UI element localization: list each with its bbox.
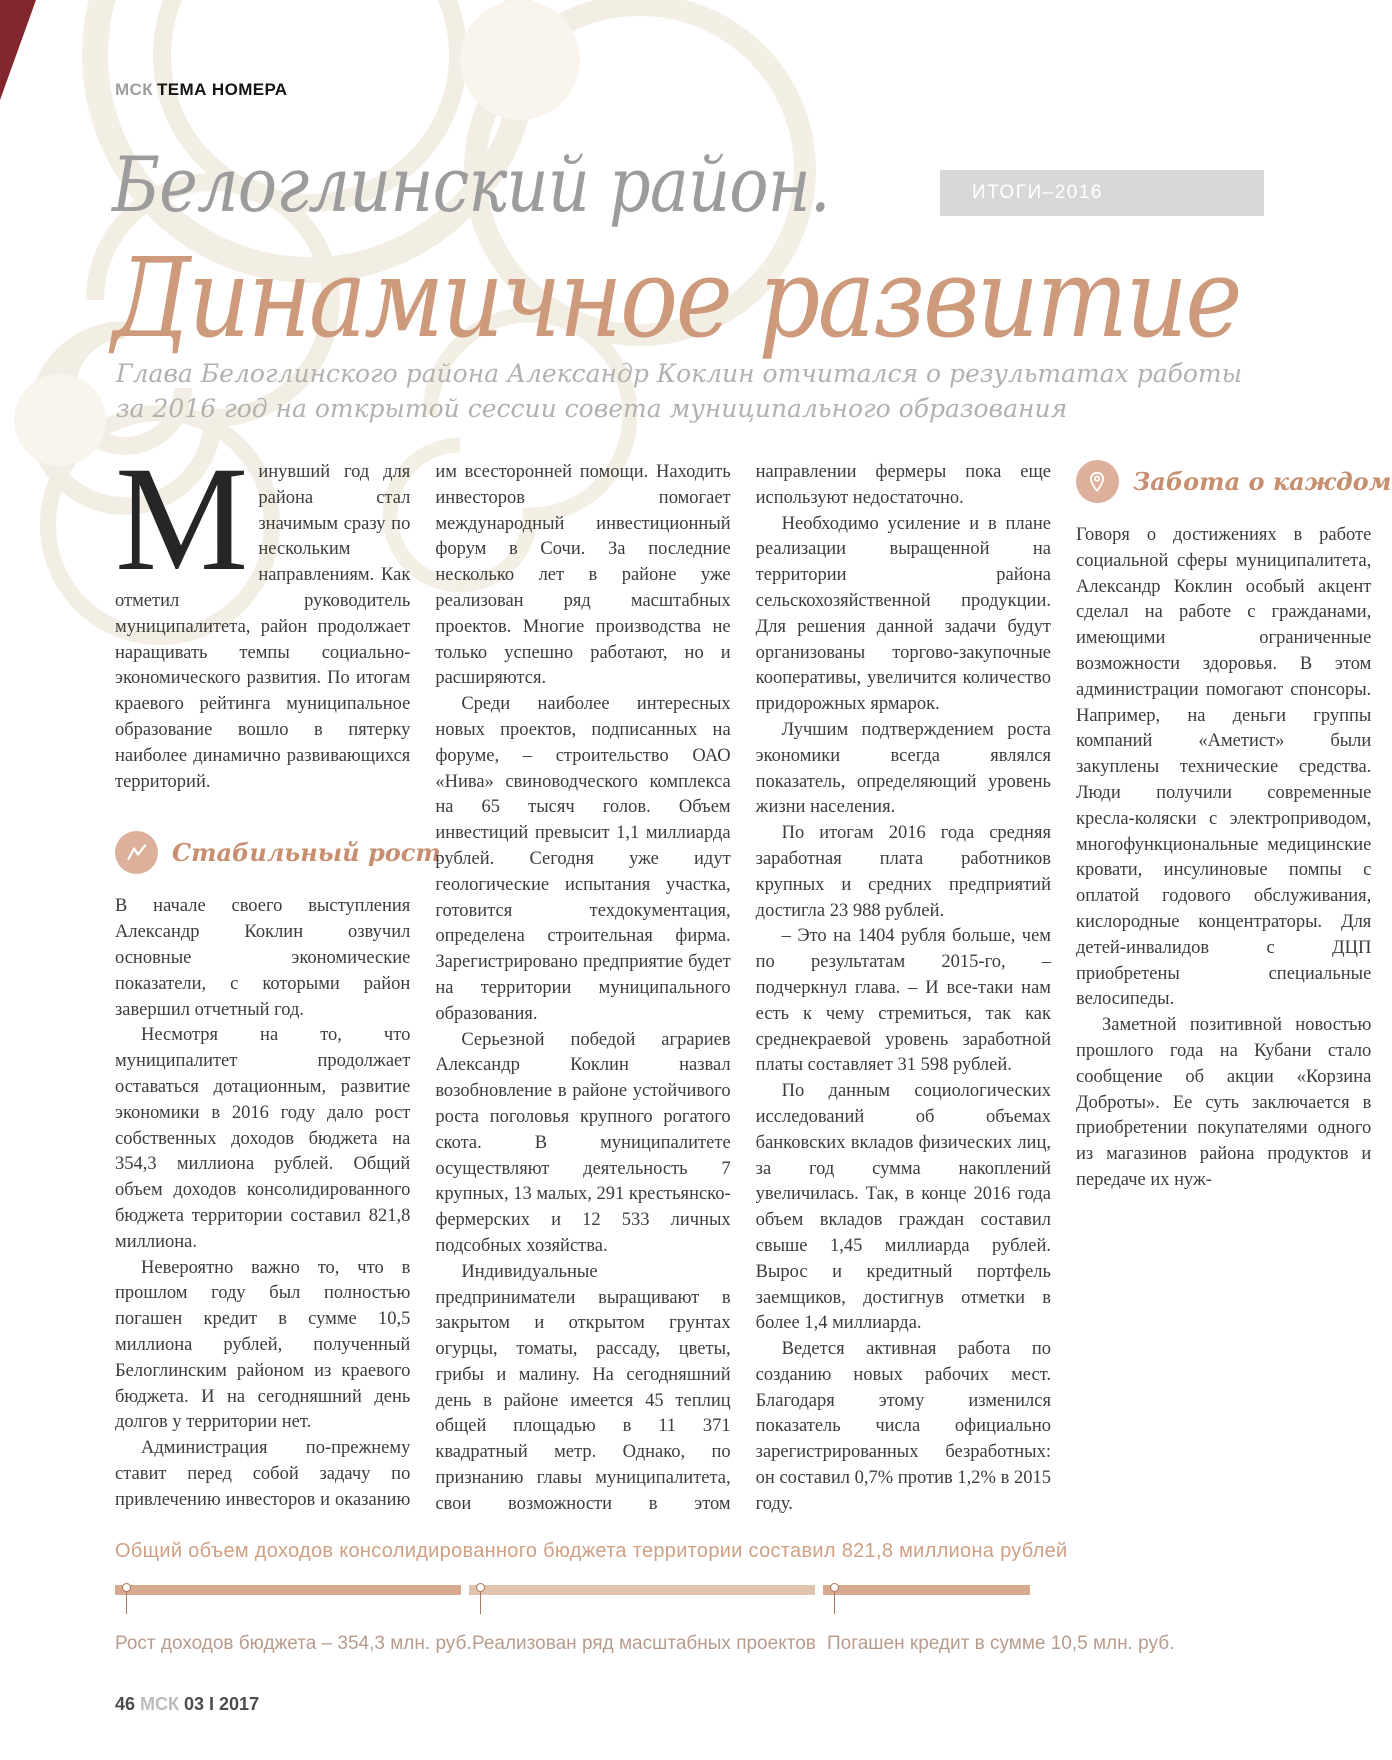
- body-paragraph: Заметной позитивной новостью прошлого года на Кубани стало сообщение об акции «Корзина Доброты». Ее суть заключается в приобретении покупателями одного из магазинов района продуктов и передаче их нуж-: [1075, 1015, 1372, 1190]
- subtitle-line2: за 2016 год на открытой сессии совета муниципального образования: [116, 394, 1068, 423]
- kicker-section: ТЕМА НОМЕРА: [157, 80, 288, 99]
- stat-labels-row: [115, 1633, 1175, 1659]
- body-paragraph: Невероятно важно то, что в прошлом году был полностью погашен кредит в сумме 10,5 миллиона рублей, полученный Белоглинским районом из краевого бюджета. И на сегодняшний день долгов у территории нет.: [115, 1257, 411, 1433]
- body-paragraph: По итогам 2016 года средняя заработная плата работников крупных и средних предприятий достигла 23 988 рублей.: [755, 823, 1051, 921]
- timeline-segment: [823, 1585, 1030, 1595]
- lead-paragraph: [115, 436, 411, 795]
- body-paragraph: По данным социологических исследований об объемах банковских вкладов физических лиц, за год сумма накоплений увеличилась. Так, в конце 2016 года объем вкладов граждан составил свыше 1,45 миллиарда рублей. Вырос и кредитный портфель заемщиков, достигнув отметки в более 1,4 миллиарда.: [755, 1081, 1051, 1334]
- body-paragraph: Среди наиболее интересных новых проектов, подписанных на форуме, – строительство ОАО «Нива» свиноводческого комплекса на 65 тысяч голов. Объем инвестиций превысит 1,1 миллиарда рублей. Сегодня уже идут геологические испытания участка, готовится техдокументация, определена строительная фирма. Зарегистрировано предприятие будет на территории муниципального образования.: [435, 694, 731, 1024]
- subtitle-line1: Глава Белоглинского района Александр Коклин отчитался о результатах работы: [116, 359, 1242, 388]
- body-paragraph: Необходимо усиление и в плане реализации выращенной на территории района сельскохозяйственной продукции. Для решения данной задачи будут организованы торгово-закупочные кооперативы, увеличится количество придорожных ярмарок.: [755, 513, 1051, 715]
- body-paragraph: Серьезной победой аграриев Александр Коклин назвал возобновление в районе устойчивого роста поголовья крупного рогатого скота. В муниципалитете осуществляют деятельность 7 крупных, 13 малых, 291 крестьянско-фермерских и 12 533 личных подсобных хозяйства.: [435, 1029, 731, 1256]
- timeline-marker: [830, 1583, 839, 1592]
- section-heading-stable-growth: [115, 831, 441, 874]
- marker-stem: [126, 1592, 127, 1614]
- marker-dot-icon: [476, 1583, 485, 1592]
- section-heading-care: [1076, 460, 1392, 503]
- growth-chart-icon: [115, 831, 158, 874]
- lead-text: инувший год для района стал значимым сразу по нескольким направлениям. Как отметил руководитель муниципалитета, район продолжает наращивать темпы социально-экономического развития. По итогам краевого рейтинга муниципальное образование вошло в пятерку наиболее динамично развивающихся территорий.: [115, 462, 411, 792]
- body-paragraph: Несмотря на то, что муниципалитет продолжает оставаться дотационным, развитие экономики в 2016 году дало рост собственных доходов бюджета на 354,3 миллиона рублей. Общий объем доходов консолидированного бюджета территории составил 821,8 миллиона.: [115, 1025, 411, 1252]
- body-paragraph: Ведется активная работа по созданию новых рабочих мест. Благодаря этому изменился показатель числа официально зарегистрированных безработных: он составил 0,7% против 1,2% в 2015 году.: [755, 1339, 1051, 1514]
- stat-label: Рост доходов бюджета – 354,3 млн. руб.: [115, 1633, 472, 1654]
- stat-label: Реализован ряд масштабных проектов: [472, 1633, 816, 1654]
- body-paragraph: Лучшим подтверждением роста экономики всегда являлся показатель, определяющий уровень жизни населения.: [755, 719, 1051, 818]
- marker-dot-icon: [830, 1583, 839, 1592]
- footer-brand: МСК: [140, 1694, 180, 1714]
- issue-badge: ИТОГИ–2016: [940, 170, 1264, 216]
- article-title-line2: Динамичное развитие: [112, 234, 1240, 362]
- section-title: Стабильный рост: [172, 837, 441, 867]
- timeline-segment: [469, 1585, 815, 1595]
- body-paragraph: Говоря о достижениях в работе социальной сферы муниципалитета, Александр Коклин особый акцент сделал на работе с гражданами, имеющими ограниченные возможности здоровья. В этом администрации помогают спонсоры. Например, на деньги группы компаний «Аметист» были закуплены технические средства. Люди получили современные кресла-коляски с электроприводом, многофункциональные медицинские кровати, инсулиновые помпы с оплатой годового обслуживания, кислородные концентраторы. Для детей-инвалидов с ДЦП приобретены специальные велосипеды.: [1075, 525, 1372, 1010]
- body-paragraph: – Это на 1404 рубля больше, чем по результатам 2015-го, – подчеркнул глава. – И все-таки нам есть к чему стремиться, так как среднекраевой уровень заработной платы составляет 31 598 рублей.: [755, 926, 1051, 1076]
- stat-label: Погашен кредит в сумме 10,5 млн. руб.: [827, 1633, 1175, 1654]
- marker-stem: [834, 1592, 835, 1614]
- kicker: [115, 80, 287, 100]
- footer-page-number: 46: [115, 1694, 136, 1714]
- body-paragraph: Индивидуальные предприниматели выращивают в закрытом и открытом грунтах огурцы, томаты, рассаду, цветы, грибы и малину. На сегодняшний день в районе имеется 45 теплиц общей площадью в 11 371 квадратный метр. Однако, по признанию главы муниципалитета, свои возможности в этом направлении фермеры пока еще используют недостаточно.: [435, 462, 1051, 1514]
- timeline-segment: [115, 1585, 461, 1595]
- section-title: Забота о каждом: [1132, 466, 1392, 496]
- timeline-marker: [476, 1583, 485, 1592]
- location-pin-icon: [1076, 460, 1119, 503]
- highlight-strip: Общий объем доходов консолидированного бюджета территории составил 821,8 миллиона рублей: [115, 1540, 1068, 1562]
- drop-cap: М: [115, 436, 249, 602]
- article-title-line1: Белоглинский район.: [112, 140, 830, 229]
- body-paragraph: В начале своего выступления Александр Коклин озвучил основные экономические показатели, с которыми район завершил отчетный год.: [115, 896, 411, 1020]
- page-footer: [115, 1694, 259, 1715]
- timeline-marker: [122, 1583, 131, 1592]
- kicker-brand: МСК: [115, 80, 154, 99]
- marker-stem: [480, 1592, 481, 1614]
- footer-issue: 03 I 2017: [184, 1694, 260, 1714]
- marker-dot-icon: [122, 1583, 131, 1592]
- article-columns: [115, 436, 1392, 1526]
- body-paragraph: Администрация по-прежнему ставит перед собой задачу по привлечению инвесторов и оказанию им всесторонней помощи. Находить инвесторов помогает международный инвестиционный форум в Сочи. За последние несколько лет в районе уже реализован ряд масштабных проектов. Многие производства не только успешно работают, но и расширяются.: [115, 462, 731, 1510]
- timeline-bar: [115, 1585, 1030, 1621]
- article-subtitle: [116, 356, 1242, 426]
